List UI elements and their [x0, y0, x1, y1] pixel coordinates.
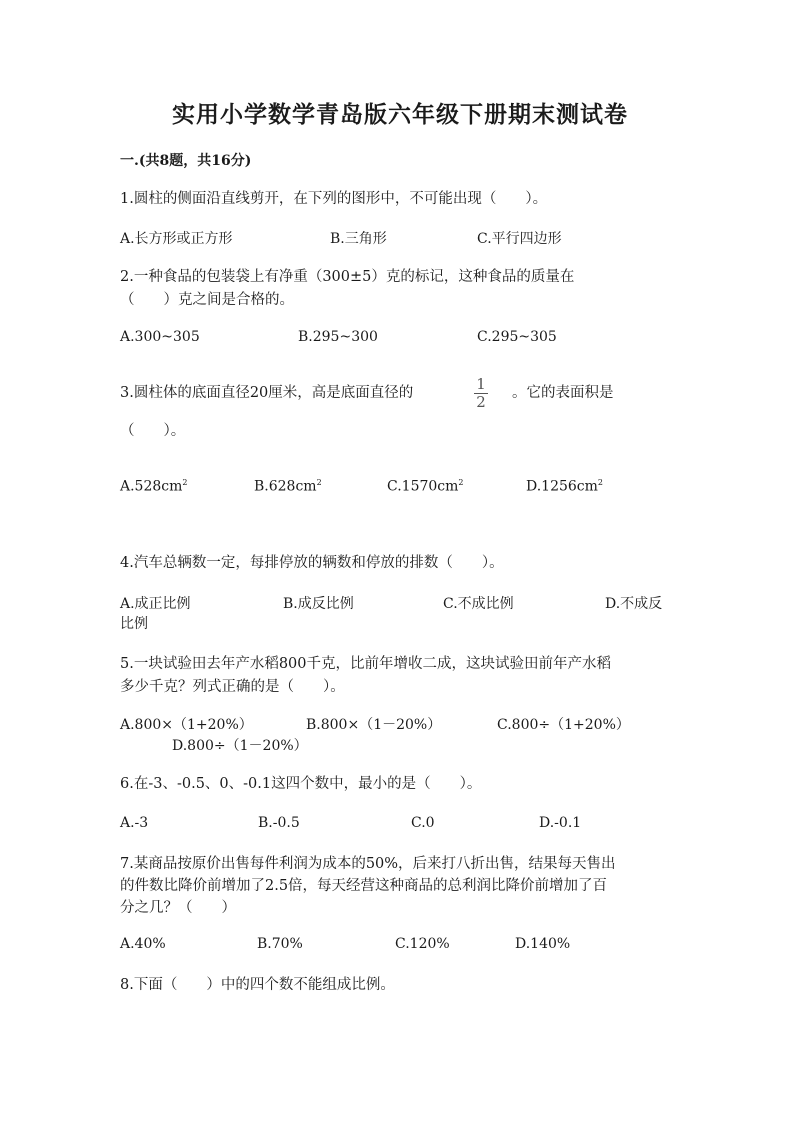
question-7-option-a: A.40%: [120, 936, 166, 952]
question-3-text-part2: 。它的表面积是: [512, 385, 614, 401]
question-3-text-part1: 3.圆柱体的底面直径20厘米，高是底面直径的: [120, 385, 414, 401]
question-1-option-b: B.三角形: [330, 231, 387, 247]
question-1-option-a: A.长方形或正方形: [120, 231, 233, 247]
question-4-option-d-wrap: 比例: [120, 616, 148, 632]
question-5-text-line2: 多少千克？列式正确的是（ ）。: [120, 679, 345, 695]
page-title: 实用小学数学青岛版六年级下册期末测试卷: [172, 101, 628, 128]
question-2-text-line2: （ ）克之间是合格的。: [120, 292, 294, 308]
question-3-option-c: $C.1570cm^2$: [387, 478, 464, 495]
question-5-text-line1: 5.一块试验田去年产水稻800千克，比前年增收二成，这块试验田前年产水稻: [120, 656, 612, 672]
question-4-text: 4.汽车总辆数一定，每排停放的辆数和停放的排数（ ）。: [120, 555, 504, 571]
question-7-option-b: B.70%: [257, 936, 303, 952]
question-4-option-d: D.不成反: [605, 596, 663, 612]
question-5-option-a: A.800×（1+20%）: [120, 717, 253, 733]
question-7-text-line2: 的件数比降价前增加了2.5倍，每天经营这种商品的总利润比降价前增加了百: [120, 878, 608, 894]
question-4-option-c: C.不成比例: [443, 596, 514, 612]
question-6-option-a: A.-3: [120, 815, 149, 831]
question-3-text-line2: （ ）。: [120, 423, 186, 439]
question-4-option-a: A.成正比例: [120, 596, 191, 612]
section-heading: 一.(共8题，共16分): [120, 153, 252, 169]
question-7-option-c: C.120%: [395, 936, 450, 952]
question-2-text-line1: 2.一种食品的包装袋上有净重（300±5）克的标记，这种食品的质量在: [120, 269, 575, 285]
fraction-numerator: 1: [476, 375, 486, 393]
question-4-option-b: B.成反比例: [283, 596, 354, 612]
question-7-text-line3: 分之几？（ ）: [120, 900, 236, 916]
question-2-option-b: B.295~300: [298, 329, 378, 345]
question-6-text: 6.在-3、-0.5、0、-0.1这四个数中，最小的是（ ）。: [120, 776, 482, 792]
question-5-option-d: D.800÷（1－20%）: [172, 738, 308, 754]
fraction-one-half: [474, 377, 488, 410]
fraction-denominator: 2: [476, 393, 486, 411]
question-6-option-d: D.-0.1: [539, 815, 582, 831]
question-3-option-d: $D.1256cm^2$: [526, 478, 604, 495]
question-3-option-a: $A.528cm^2$: [120, 478, 188, 495]
question-7-text-line1: 7.某商品按原价出售每件利润为成本的50%，后来打八折出售，结果每天售出: [120, 856, 616, 872]
question-1-option-c: C.平行四边形: [477, 231, 562, 247]
question-1-text: 1.圆柱的侧面沿直线剪开，在下列的图形中，不可能出现（ ）。: [120, 191, 548, 207]
question-2-option-a: A.300~305: [120, 329, 200, 345]
question-5-option-c: C.800÷（1+20%）: [497, 717, 630, 733]
question-3-option-b: $B.628cm^2$: [254, 478, 322, 495]
question-8-text: 8.下面（ ）中的四个数不能组成比例。: [120, 977, 395, 993]
question-5-option-b: B.800×（1－20%）: [306, 717, 442, 733]
question-6-option-c: C.0: [411, 815, 435, 831]
question-6-option-b: B.-0.5: [258, 815, 300, 831]
question-7-option-d: D.140%: [515, 936, 571, 952]
question-2-option-c: C.295~305: [477, 329, 557, 345]
